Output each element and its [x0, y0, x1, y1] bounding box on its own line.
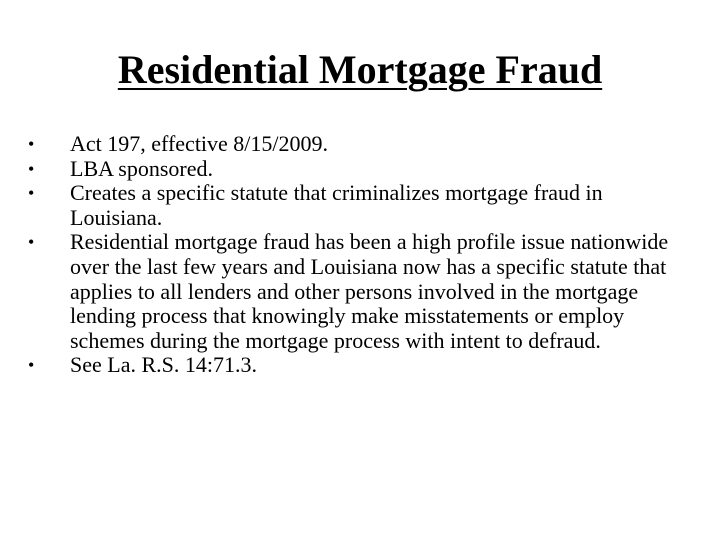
bullet-text: Creates a specific statute that criminalizes mortgage fraud in Louisiana. — [70, 180, 603, 230]
bullet-item-3 — [28, 181, 694, 230]
slide-title — [0, 44, 720, 96]
bullet-item-2 — [28, 157, 694, 182]
bullet-icon: • — [28, 134, 35, 154]
bullet-text: Act 197, effective 8/15/2009. — [70, 131, 329, 156]
bullet-list — [28, 132, 694, 378]
bullet-item-1 — [28, 132, 694, 157]
slide-title-text: Residential Mortgage Fraud — [117, 47, 603, 92]
bullet-text: Residential mortgage fraud has been a high profile issue nationwide over the last few years and Louisiana now has a specific statute that applies to all lenders and other persons involved in the mortgage lending process that knowingly make misstatements or employ schemes during the mortgage process with intent to defraud. — [70, 229, 669, 353]
bullet-icon: • — [28, 232, 35, 253]
bullet-icon: • — [28, 183, 35, 204]
bullet-icon: • — [28, 158, 35, 179]
bullet-item-5 — [28, 353, 694, 378]
bullet-text: See La. R.S. 14:71.3. — [70, 352, 257, 378]
bullet-icon: • — [28, 355, 35, 376]
bullet-item-4 — [28, 230, 694, 353]
bullet-text: LBA sponsored. — [70, 155, 213, 181]
